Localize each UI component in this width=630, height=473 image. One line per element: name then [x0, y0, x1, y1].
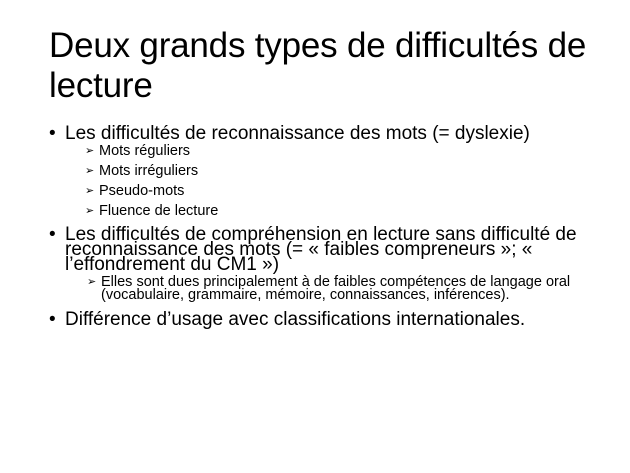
- bullet-text: Les difficultés de compréhension en lecture sans difficulté de reconnaissance des mots (= « faibles compreneurs »; « l’effondrement du CM1 »): [65, 224, 577, 275]
- bullet-icon: •: [49, 309, 56, 330]
- sub-item: [87, 276, 609, 302]
- sub-list: [87, 276, 609, 302]
- sub-item: [85, 145, 609, 158]
- slide-title: Deux grands types de difficultés de lecture: [49, 26, 587, 105]
- sub-item-text: Mots irréguliers: [99, 163, 199, 179]
- arrow-bullet-icon: ➢: [85, 165, 95, 177]
- bullet-list: [49, 123, 609, 335]
- sub-item: [85, 185, 609, 198]
- bullet-item: [49, 224, 609, 303]
- arrow-bullet-icon: ➢: [85, 145, 95, 157]
- bullet-text: Différence d’usage avec classifications internationales.: [65, 309, 526, 330]
- bullet-icon: •: [49, 123, 56, 144]
- sub-item: [85, 205, 609, 218]
- sub-item-text: Pseudo-mots: [99, 183, 185, 199]
- arrow-bullet-icon: ➢: [85, 185, 95, 197]
- sub-list: [85, 145, 609, 218]
- sub-item-text: Mots réguliers: [99, 143, 191, 159]
- sub-item: [85, 165, 609, 178]
- bullet-item: [49, 309, 609, 330]
- bullet-icon: •: [49, 224, 56, 245]
- arrow-bullet-icon: ➢: [87, 276, 97, 288]
- bullet-text: Les difficultés de reconnaissance des mots (= dyslexie): [65, 123, 530, 144]
- bullet-item: [49, 123, 609, 219]
- sub-item-text: Elles sont dues principalement à de faibles compétences de langage oral (vocabulaire, grammaire, mémoire, connaissances, inférences).: [101, 274, 571, 303]
- sub-item-text: Fluence de lecture: [99, 203, 219, 219]
- arrow-bullet-icon: ➢: [85, 205, 95, 217]
